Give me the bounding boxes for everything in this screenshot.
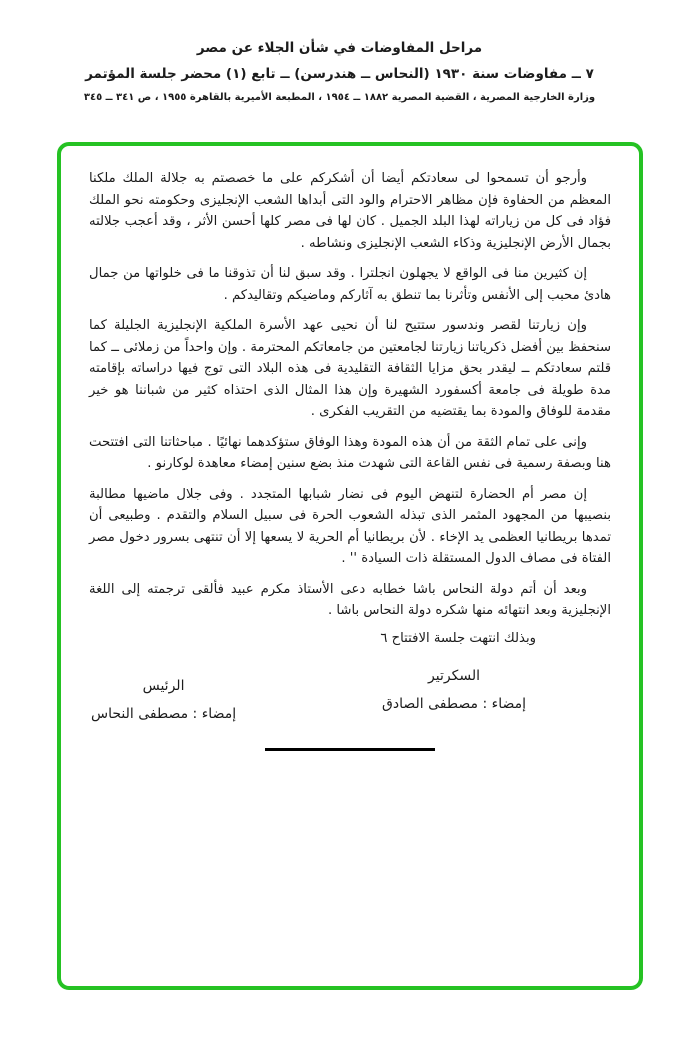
body-text [89, 168, 611, 622]
separator-line [265, 748, 435, 751]
paragraph-1: وأرجو أن تسمحوا لى سعادتكم أيضا أن أشكركم على ما خصصتم به جلالة الملك ملكنا المعظم من الحفاوة فإن مظاهر الاحترام والود التى أبداها الشعب الإنجليزى وحكومته نحو الملك فؤاد فى كل من زياراته لهذا البلد الجميل . كان لها فى مصر كلها أحسن الأثر ، وقد أعجب جلالته بجمال الأرض الإنجليزية وذكاء الشعب الإنجليزى ونشاطه . [89, 171, 611, 251]
paragraph-5: إن مصر أم الحضارة لتنهض اليوم فى نضار شبابها المتجدد . وفى جلال ماضيها مطالبة بنصيبها من المجهود المثمر الذى تبذله الشعوب الحرة فى سبيل السلام والتقدم . وطبيعى أن تمدها بريطانيا العظمى يد الإخاء . لأن بريطانيا أم الحرية لا يسعها إلا أن تنتهى بسرور دخول مصر الفتاة فى مصاف الدول المستقلة ذات السيادة '' . [89, 486, 611, 567]
president-title: الرئيس [142, 677, 185, 694]
document-header [0, 40, 679, 103]
source-citation: وزارة الخارجية المصرية ، القضية المصرية ١٨٨٢ ــ ١٩٥٤ ، المطبعة الأميرية بالقاهرة ١٩٥٥ ، ص ٣٤١ ــ ٣٤٥ [83, 92, 596, 103]
secretary-signature-block [382, 668, 526, 722]
document-subtitle: ٧ ــ مفاوضات سنة ١٩٣٠ (النحاس ــ هندرسن) ــ تابع (١) محضر جلسة المؤتمر [85, 66, 594, 82]
green-frame [57, 142, 643, 990]
paragraph-2: إن كثيرين منا فى الواقع لا يجهلون انجلترا . وقد سبق لنا أن تذوقنا ما فى خلواتها من جمال هادئ محبب إلى الأنفس وتأثرنا بما تنطق به آثاركم وماضيكم وتقاليدكم . [89, 266, 611, 303]
president-signature-block [91, 678, 236, 722]
secretary-signature: إمضاء : مصطفى الصادق [382, 695, 526, 712]
closing-line: وبذلك انتهت جلسة الافتتاح ٦ [380, 630, 536, 646]
paragraph-3: وإن زيارتنا لقصر وندسور ستتيح لنا أن نحيى عهد الأسرة الملكية الإنجليزية الجليلة كما سنحفظ بين أفضل ذكرياتنا زيارتنا لجامعتين من جامعاتكم المحترمة . وإن واحداً من زملائى ــ كما قلتم سعادتكم ــ ليقدر بحق مزايا الثقافة التقليدية فى هذه البلاد التى توج فيها دراساته بإقامته مدة طويلة فى جامعة أكسفورد الشهيرة وإن هذا المثال الذى احتذاه كثير من شباننا هو خير مقدمة للوفاق والمودة بما يقتضيه من التقريب الفكرى . [89, 318, 611, 420]
document-title: مراحل المفاوضات في شأن الجلاء عن مصر [196, 40, 483, 56]
paragraph-6: وبعد أن أتم دولة النحاس باشا خطابه دعى الأستاذ مكرم عبيد فألقى ترجمته إلى اللغة الإنجليزية وبعد انتهائه منها شكره دولة النحاس باشا . [89, 581, 611, 619]
signature-block [89, 668, 611, 722]
secretary-title: السكرتير [428, 667, 480, 684]
paragraph-4: وإنى على تمام الثقة من أن هذه المودة وهذا الوفاق ستؤكدهما نهائيًا . مباحثاتنا التى افتتحت هنا وبصفة رسمية فى نفس القاعة التى شهدت منذ بضع سنين إمضاء معاهدة لوكارنو . [89, 434, 611, 472]
president-signature: إمضاء : مصطفى النحاس [91, 705, 237, 722]
